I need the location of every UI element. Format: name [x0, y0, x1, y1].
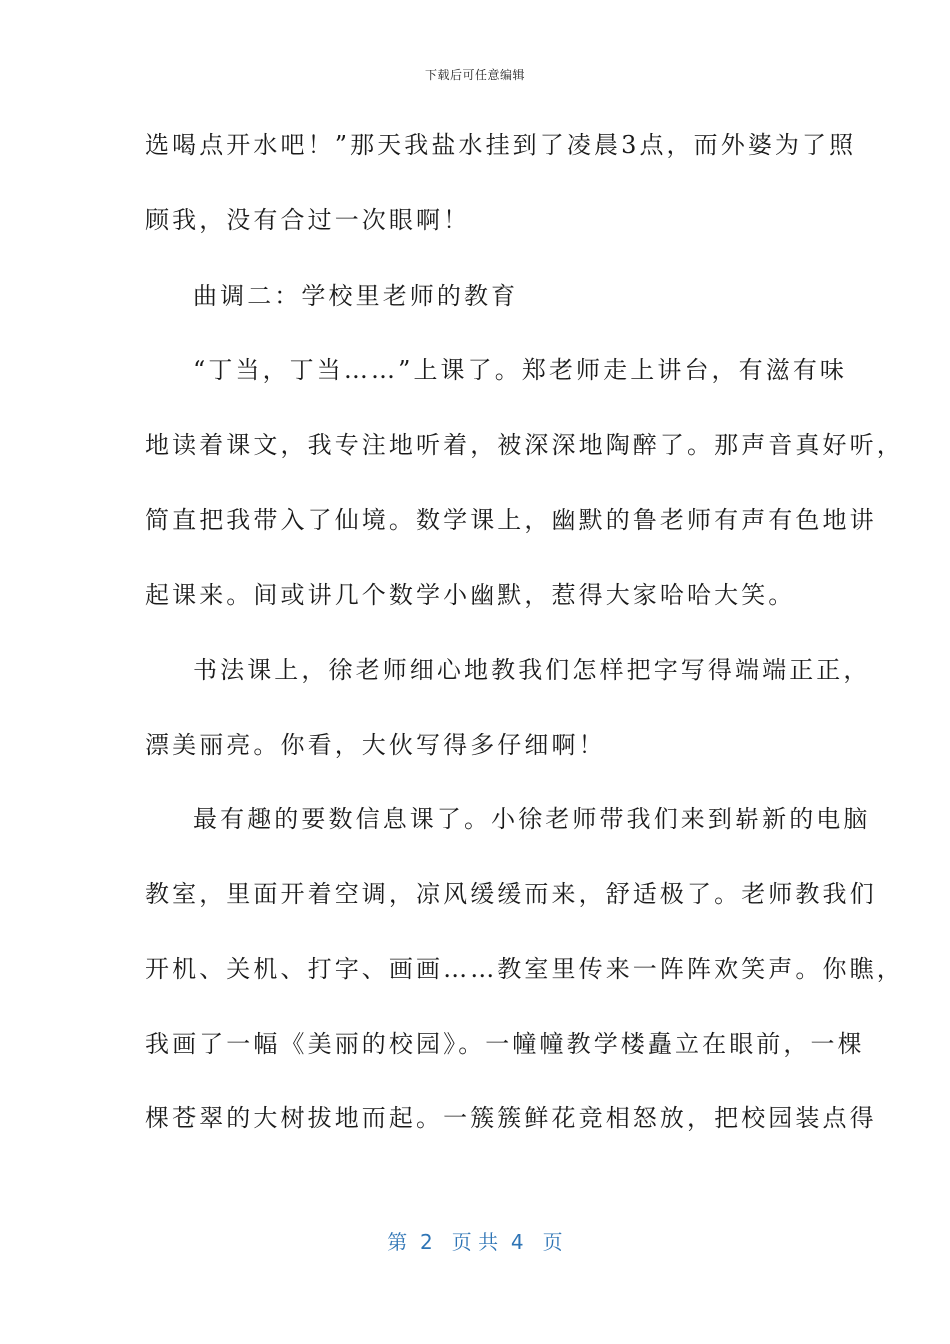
page-number: 第 2 页 共 4 页 [387, 1230, 563, 1254]
text-line: 最有趣的要数信息课了。小徐老师带我们来到崭新的电脑 [193, 805, 871, 833]
text-line: 地读着课文，我专注地听着，被深深地陶醉了。那声音真好听， [145, 431, 904, 459]
text-line: 漂美丽亮。你看，大伙写得多仔细啊！ [145, 731, 606, 759]
text-line: 教室，里面开着空调，凉风缓缓而来，舒适极了。老师教我们 [145, 880, 877, 908]
text-line: 我画了一幅《美丽的校园》。一幢幢教学楼矗立在眼前，一棵 [145, 1030, 865, 1058]
text-line: 选喝点开水吧！”那天我盐水挂到了凌晨3点，而外婆为了照 [145, 131, 857, 159]
text-line: “丁当，丁当……”上课了。郑老师走上讲台，有滋有味 [193, 356, 848, 384]
text-line: 顾我，没有合过一次眼啊！ [145, 206, 471, 234]
text-line: 棵苍翠的大树拔地而起。一簇簇鲜花竞相怒放，把校园装点得 [145, 1104, 877, 1132]
text-line: 起课来。间或讲几个数学小幽默，惹得大家哈哈大笑。 [145, 581, 796, 609]
text-line: 开机、关机、打字、画画……教室里传来一阵阵欢笑声。你瞧， [145, 955, 904, 983]
header-note: 下载后可任意编辑 [424, 68, 525, 82]
text-line: 书法课上，徐老师细心地教我们怎样把字写得端端正正， [193, 656, 871, 684]
text-line: 简直把我带入了仙境。数学课上，幽默的鲁老师有声有色地讲 [145, 506, 877, 534]
section-heading: 曲调二：学校里老师的教育 [193, 282, 519, 310]
